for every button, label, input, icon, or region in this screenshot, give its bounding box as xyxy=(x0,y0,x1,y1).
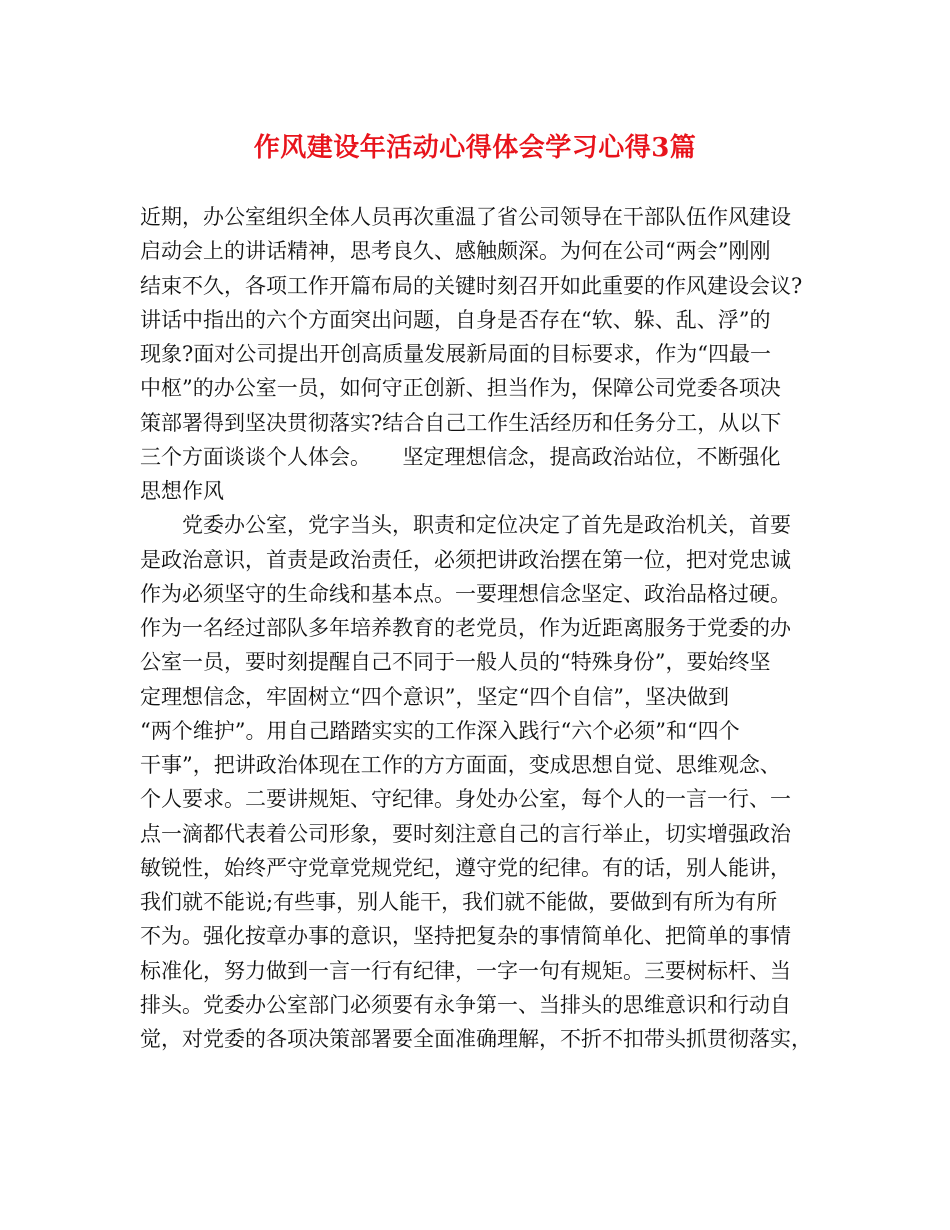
body-text-line: 个人要求。二要讲规矩、守纪律。身处办公室，每个人的一言一行、一 xyxy=(140,787,791,812)
body-text-line: 不为。强化按章办事的意识，坚持把复杂的事情简单化、把简单的事情 xyxy=(140,924,791,949)
body-text-line: 讲话中指出的六个方面突出问题，自身是否存在“软、躲、乱、浮”的 xyxy=(140,307,771,332)
body-text-line: 中枢”的办公室一员，如何守正创新、担当作为，保障公司党委各项决 xyxy=(140,376,781,401)
body-text-line: 思想作风 xyxy=(140,479,224,503)
document-title: 作风建设年活动心得体会学习心得3篇 xyxy=(253,133,697,163)
body-text-line: 三个方面谈谈个人体会。 坚定理想信念，提高政治站位，不断强化 xyxy=(140,444,781,469)
body-text-line: 作为必须坚守的生命线和基本点。一要理想信念坚定、政治品格过硬。 xyxy=(140,581,791,606)
body-text-line: 策部署得到坚决贯彻落实?结合自己工作生活经历和任务分工，从以下 xyxy=(140,410,782,435)
body-text-line: 排头。党委办公室部门必须要有永争第一、当排头的思维意识和行动自 xyxy=(140,992,791,1017)
body-text-line: 定理想信念，牢固树立“四个意识”，坚定“四个自信”，坚决做到 xyxy=(140,684,729,709)
body-text-line: 我们就不能说;有些事，别人能干，我们就不能做，要做到有所为有所 xyxy=(140,890,778,914)
body-text-line: 公室一员，要时刻提醒自己不同于一般人员的“特殊身份”，要始终坚 xyxy=(140,650,771,675)
body-text-line: 现象?面对公司提出开创高质量发展新局面的目标要求，作为“四最一 xyxy=(140,342,771,366)
body-text-line: 近期，办公室组织全体人员再次重温了省公司领导在干部队伍作风建设 xyxy=(140,205,791,229)
body-text-line: 党委办公室，党字当头，职责和定位决定了首先是政治机关，首要 xyxy=(140,513,791,538)
body-text-line: 是政治意识，首责是政治责任，必须把讲政治摆在第一位，把对党忠诚 xyxy=(140,547,791,572)
body-text-line: 点一滴都代表着公司形象，要时刻注意自己的言行举止，切实增强政治 xyxy=(140,821,791,846)
body-text-line: 标准化，努力做到一言一行有纪律，一字一句有规矩。三要树标杆、当 xyxy=(140,958,791,983)
body-text-line: 结束不久，各项工作开篇布局的关键时刻召开如此重要的作风建设会议? xyxy=(140,273,803,298)
body-text-line: 觉，对党委的各项决策部署要全面准确理解，不折不扣带头抓贯彻落实， xyxy=(140,1027,812,1051)
body-text-line: 敏锐性，始终严守党章党规党纪，遵守党的纪律。有的话，别人能讲， xyxy=(140,855,791,880)
body-text-line: “两个维护”。用自己踏踏实实的工作深入践行“六个必须”和“四个 xyxy=(140,718,740,743)
body-text-line: 作为一名经过部队多年培养教育的老党员，作为近距离服务于党委的办 xyxy=(140,616,791,640)
body-text-line: 干事”，把讲政治体现在工作的方方面面，变成思想自觉、思维观念、 xyxy=(140,753,781,777)
body-text-line: 启动会上的讲话精神，思考良久、感触颇深。为何在公司“两会”刚刚 xyxy=(140,239,771,264)
